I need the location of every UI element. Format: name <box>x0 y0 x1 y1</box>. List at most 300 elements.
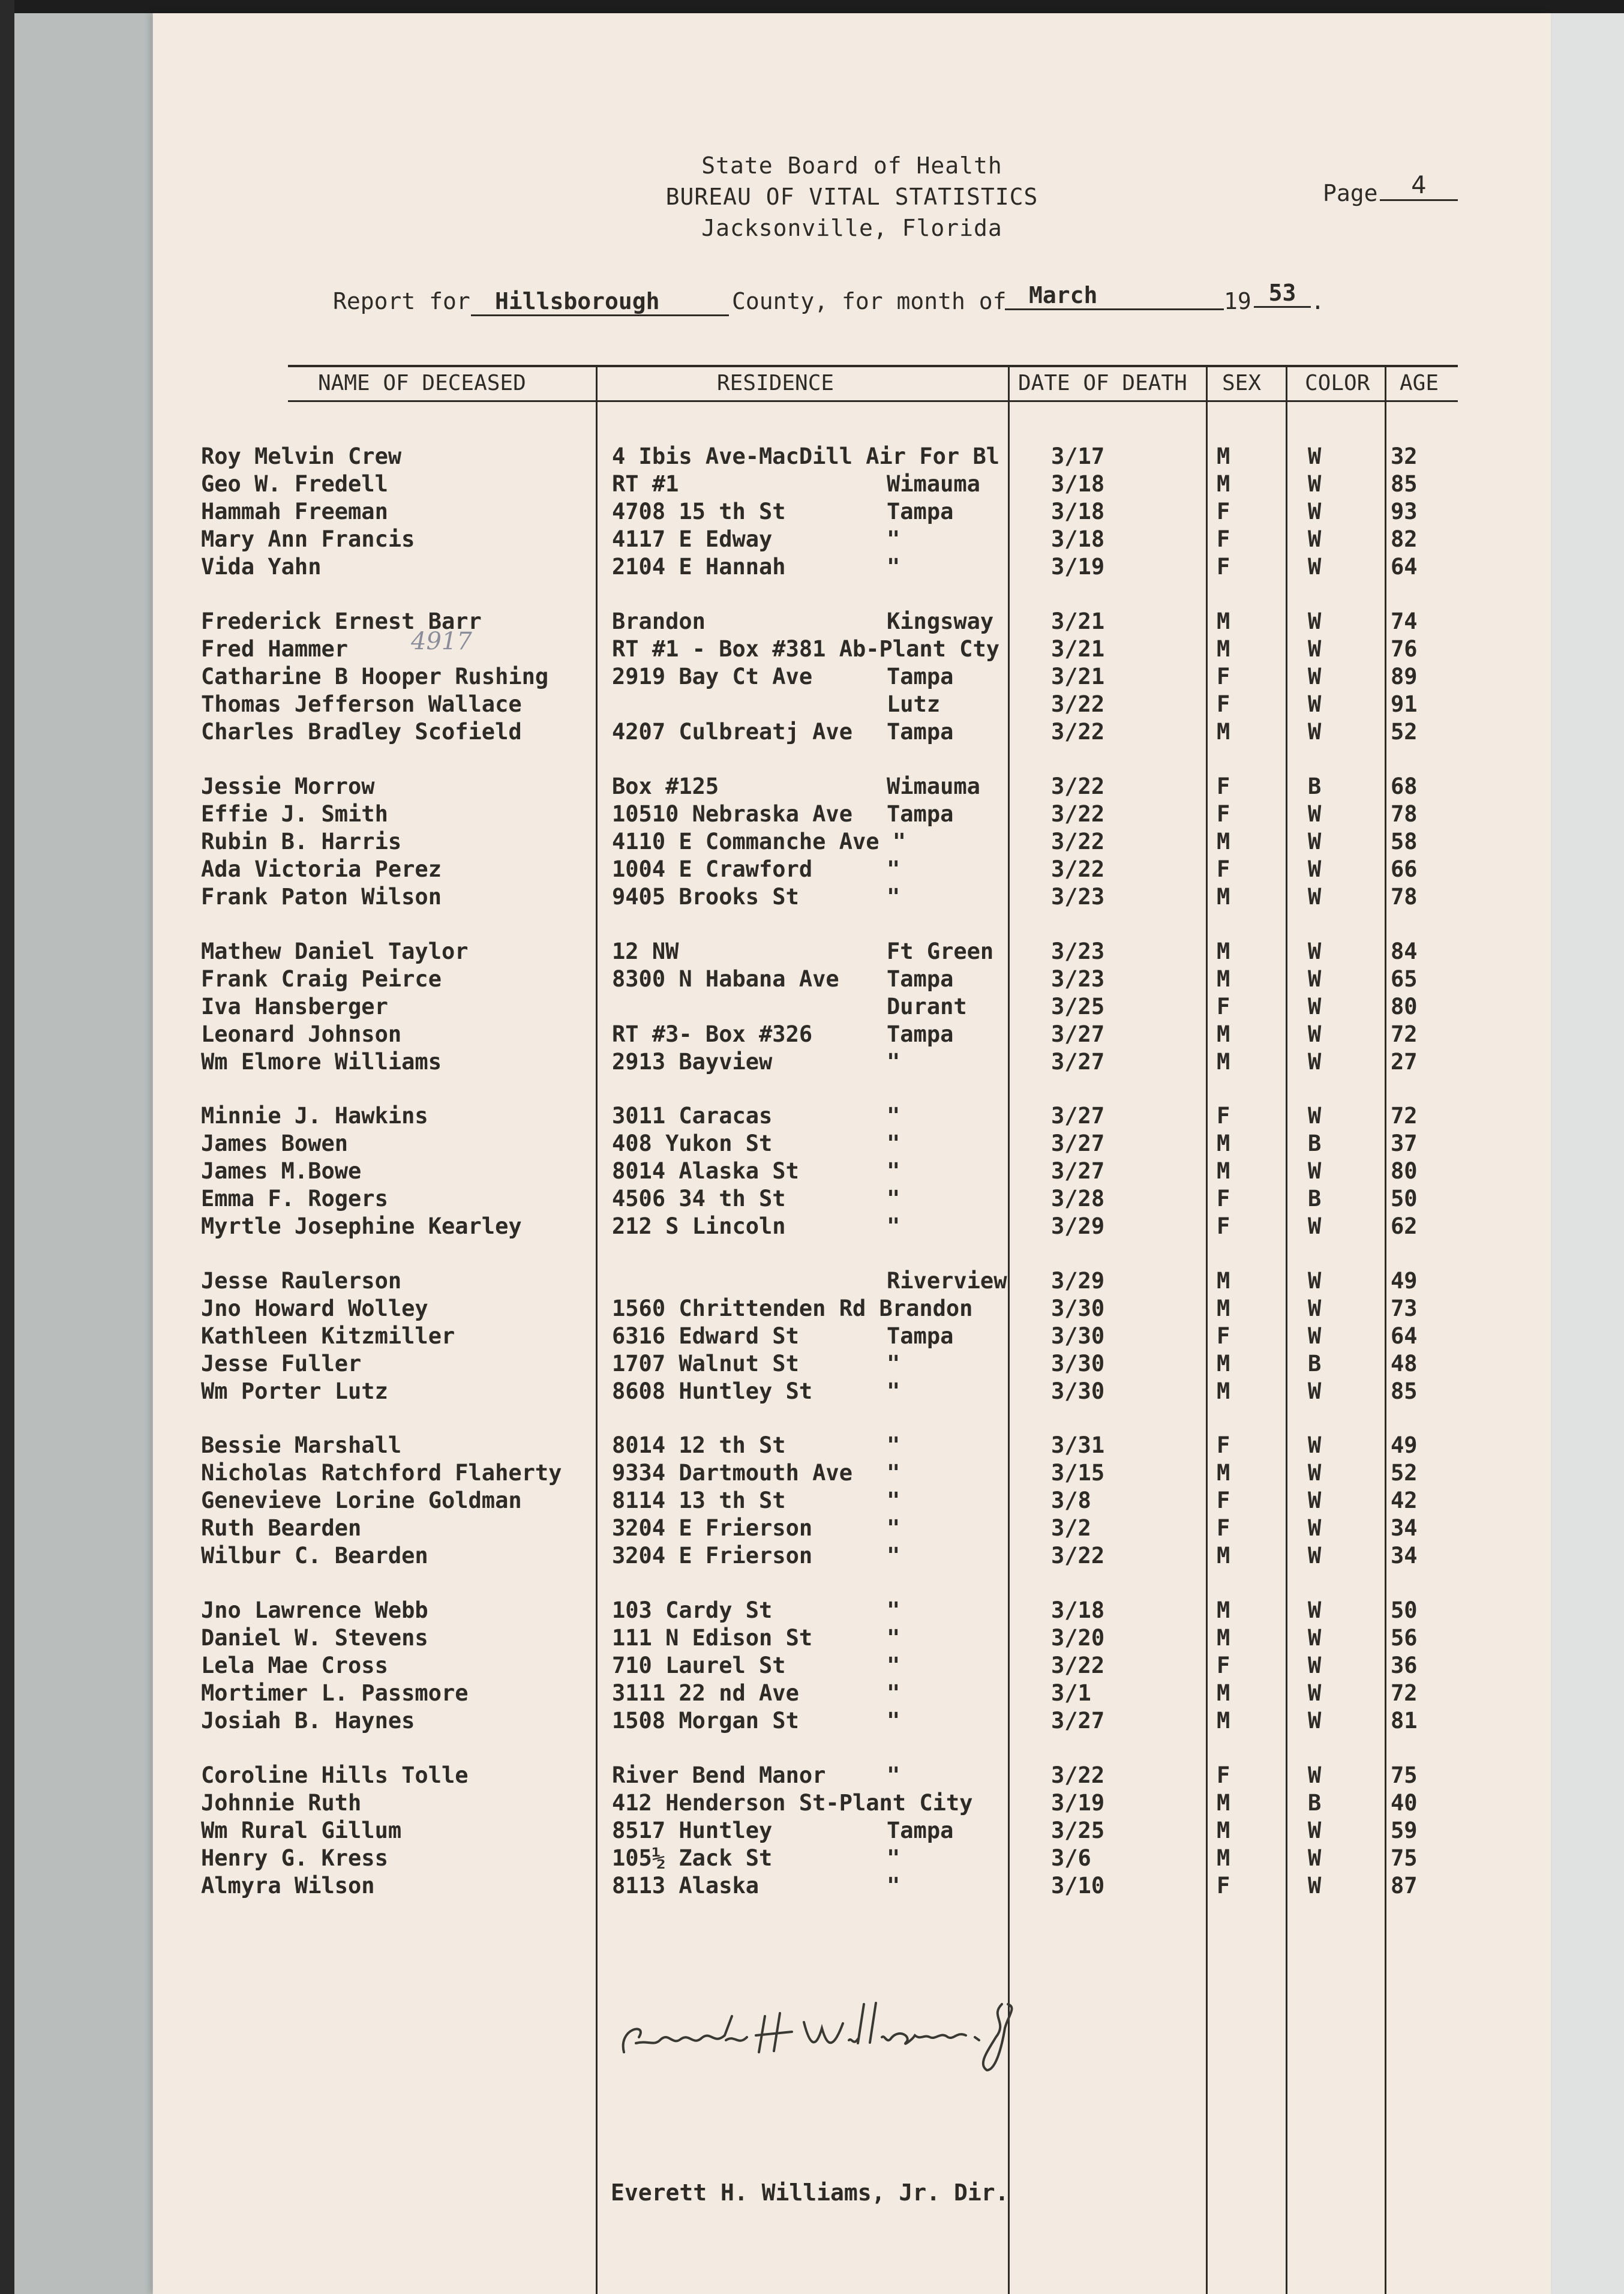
record-city: " <box>887 1625 900 1651</box>
record-name: Wilbur C. Bearden <box>201 1543 428 1569</box>
record-age: 58 <box>1391 829 1418 854</box>
record-city: " <box>887 526 900 552</box>
record-name: Myrtle Josephine Kearley <box>201 1213 522 1239</box>
record-res: 710 Laurel St <box>612 1653 786 1678</box>
record-name: Jno Lawrence Webb <box>201 1597 428 1623</box>
record-name: James M.Bowe <box>201 1158 362 1184</box>
record-date: 3/22 <box>1051 1543 1105 1569</box>
record-age: 93 <box>1391 499 1418 524</box>
record-res: 2104 E Hannah <box>612 554 786 580</box>
record-color: W <box>1308 994 1322 1019</box>
record-city: " <box>887 1213 900 1239</box>
record-age: 36 <box>1391 1653 1418 1678</box>
record-age: 81 <box>1391 1708 1418 1734</box>
record-color: W <box>1308 1653 1322 1678</box>
record-sex: M <box>1217 1158 1230 1184</box>
record-sex: F <box>1217 1103 1230 1129</box>
record-age: 89 <box>1391 664 1418 689</box>
record-res: 3111 22 nd Ave <box>612 1680 799 1706</box>
record-name: Mary Ann Francis <box>201 526 415 552</box>
scan-border-left <box>0 0 14 2294</box>
record-date: 3/1 <box>1051 1680 1091 1706</box>
record-date: 3/27 <box>1051 1103 1105 1129</box>
record-age: 85 <box>1391 1378 1418 1404</box>
record-sex: M <box>1217 966 1230 992</box>
record-res: River Bend Manor <box>612 1762 826 1788</box>
record-sex: M <box>1217 938 1230 964</box>
record-city: Tampa <box>887 1021 954 1047</box>
record-age: 72 <box>1391 1103 1418 1129</box>
record-date: 3/21 <box>1051 636 1105 662</box>
record-date: 3/19 <box>1051 554 1105 580</box>
report-period: . <box>1311 288 1325 314</box>
record-date: 3/27 <box>1051 1049 1105 1075</box>
record-date: 3/17 <box>1051 443 1105 469</box>
column-divider <box>1385 367 1386 2294</box>
record-date: 3/30 <box>1051 1351 1105 1377</box>
record-city: " <box>887 1378 900 1404</box>
record-city: Riverview <box>887 1268 1007 1294</box>
record-age: 62 <box>1391 1213 1418 1239</box>
record-color: W <box>1308 1873 1322 1899</box>
margin-note: 4917 <box>411 628 472 655</box>
record-sex: M <box>1217 1049 1230 1075</box>
record-res: 10510 Nebraska Ave <box>612 801 852 827</box>
record-res: 412 Henderson St-Plant City <box>612 1790 973 1816</box>
record-color: B <box>1308 773 1322 799</box>
record-date: 3/30 <box>1051 1323 1105 1349</box>
record-res: 408 Yukon St <box>612 1130 773 1156</box>
record-res: 9334 Dartmouth Ave <box>612 1460 852 1486</box>
record-date: 3/23 <box>1051 966 1105 992</box>
document-page <box>153 13 1551 2294</box>
record-age: 64 <box>1391 554 1418 580</box>
report-year: 53 <box>1254 280 1311 308</box>
record-age: 78 <box>1391 884 1418 910</box>
record-name: Frank Paton Wilson <box>201 884 442 910</box>
record-age: 66 <box>1391 856 1418 882</box>
record-res: RT #1 - Box #381 Ab-Plant Cty <box>612 636 1000 662</box>
record-date: 3/23 <box>1051 884 1105 910</box>
record-age: 56 <box>1391 1625 1418 1651</box>
record-res: 8300 N Habana Ave <box>612 966 839 992</box>
header-line-3: Jacksonville, Florida <box>701 215 1002 241</box>
record-color: W <box>1308 1680 1322 1706</box>
record-date: 3/25 <box>1051 994 1105 1019</box>
table-top-rule <box>288 365 1458 367</box>
record-age: 32 <box>1391 443 1418 469</box>
record-res: 4708 15 th St <box>612 499 786 524</box>
record-res: 3011 Caracas <box>612 1103 773 1129</box>
record-age: 84 <box>1391 938 1418 964</box>
record-color: W <box>1308 884 1322 910</box>
record-sex: M <box>1217 1790 1230 1816</box>
record-date: 3/2 <box>1051 1515 1091 1541</box>
record-date: 3/22 <box>1051 773 1105 799</box>
record-age: 68 <box>1391 773 1418 799</box>
record-name: Emma F. Rogers <box>201 1186 388 1212</box>
record-city: Tampa <box>887 801 954 827</box>
report-county: Hillsborough <box>471 288 729 316</box>
record-name: Mortimer L. Passmore <box>201 1680 469 1706</box>
record-date: 3/29 <box>1051 1268 1105 1294</box>
record-age: 65 <box>1391 966 1418 992</box>
record-sex: F <box>1217 1515 1230 1541</box>
record-color: W <box>1308 608 1322 634</box>
record-date: 3/31 <box>1051 1432 1105 1458</box>
record-name: Johnnie Ruth <box>201 1790 362 1816</box>
record-color: B <box>1308 1130 1322 1156</box>
record-res: 111 N Edison St <box>612 1625 813 1651</box>
record-city: " <box>887 1158 900 1184</box>
record-name: James Bowen <box>201 1130 349 1156</box>
record-sex: F <box>1217 801 1230 827</box>
record-city: " <box>887 1543 900 1569</box>
record-name: Lela Mae Cross <box>201 1653 388 1678</box>
record-name: Effie J. Smith <box>201 801 388 827</box>
record-city: " <box>887 1597 900 1623</box>
record-name: Kathleen Kitzmiller <box>201 1323 455 1349</box>
record-sex: M <box>1217 1268 1230 1294</box>
record-name: Leonard Johnson <box>201 1021 402 1047</box>
record-res: 12 NW <box>612 938 679 964</box>
record-res: 8114 13 th St <box>612 1488 786 1513</box>
record-date: 3/27 <box>1051 1708 1105 1734</box>
record-sex: F <box>1217 1762 1230 1788</box>
record-name: Jesse Fuller <box>201 1351 362 1377</box>
record-city: Lutz <box>887 691 941 717</box>
record-name: Daniel W. Stevens <box>201 1625 428 1651</box>
record-age: 50 <box>1391 1186 1418 1212</box>
report-middle: County, for month of <box>732 288 1007 314</box>
record-city: " <box>887 1186 900 1212</box>
record-color: W <box>1308 1818 1322 1843</box>
table-header-rule <box>288 400 1458 402</box>
record-age: 59 <box>1391 1818 1418 1843</box>
record-sex: F <box>1217 526 1230 552</box>
record-date: 3/22 <box>1051 1653 1105 1678</box>
record-date: 3/8 <box>1051 1488 1091 1513</box>
record-res: 4117 E Edway <box>612 526 773 552</box>
record-res: 3204 E Frierson <box>612 1515 813 1541</box>
director-name: Everett H. Williams, Jr. Dir. <box>611 2179 1009 2206</box>
record-res: 4 Ibis Ave-MacDill Air For Bl <box>612 443 1000 469</box>
record-sex: F <box>1217 499 1230 524</box>
record-name: Frederick Ernest Barr <box>201 608 482 634</box>
record-date: 3/18 <box>1051 526 1105 552</box>
record-sex: F <box>1217 994 1230 1019</box>
record-city: " <box>887 1432 900 1458</box>
record-city: Tampa <box>887 1818 954 1843</box>
record-color: W <box>1308 1432 1322 1458</box>
record-color: W <box>1308 554 1322 580</box>
record-date: 3/25 <box>1051 1818 1105 1843</box>
record-color: W <box>1308 801 1322 827</box>
record-date: 3/30 <box>1051 1296 1105 1321</box>
record-name: Josiah B. Haynes <box>201 1708 415 1734</box>
record-name: Catharine B Hooper Rushing <box>201 664 549 689</box>
record-color: W <box>1308 1762 1322 1788</box>
record-age: 87 <box>1391 1873 1418 1899</box>
record-sex: M <box>1217 471 1230 497</box>
record-sex: M <box>1217 608 1230 634</box>
record-date: 3/22 <box>1051 719 1105 745</box>
record-sex: F <box>1217 1323 1230 1349</box>
record-date: 3/27 <box>1051 1130 1105 1156</box>
record-color: W <box>1308 1708 1322 1734</box>
record-res: 4110 E Commanche Ave " <box>612 829 906 854</box>
record-name: Fred Hammer <box>201 636 349 662</box>
record-sex: F <box>1217 1432 1230 1458</box>
record-name: Geo W. Fredell <box>201 471 388 497</box>
record-age: 48 <box>1391 1351 1418 1377</box>
record-sex: M <box>1217 1543 1230 1569</box>
record-city: " <box>887 1845 900 1871</box>
record-color: W <box>1308 636 1322 662</box>
record-city: Wimauma <box>887 471 980 497</box>
record-city: " <box>887 1460 900 1486</box>
record-city: " <box>887 1653 900 1678</box>
record-age: 42 <box>1391 1488 1418 1513</box>
record-res: 9405 Brooks St <box>612 884 799 910</box>
record-age: 85 <box>1391 471 1418 497</box>
record-city: " <box>887 1488 900 1513</box>
column-header-color: COLOR <box>1305 371 1370 395</box>
record-res: 103 Cardy St <box>612 1597 773 1623</box>
record-sex: M <box>1217 1021 1230 1047</box>
record-name: Thomas Jefferson Wallace <box>201 691 522 717</box>
record-city: Ft Green <box>887 938 994 964</box>
record-date: 3/29 <box>1051 1213 1105 1239</box>
record-name: Wm Elmore Williams <box>201 1049 442 1075</box>
record-date: 3/21 <box>1051 608 1105 634</box>
record-city: " <box>887 1708 900 1734</box>
record-name: Ruth Bearden <box>201 1515 362 1541</box>
record-age: 50 <box>1391 1597 1418 1623</box>
record-age: 52 <box>1391 1460 1418 1486</box>
record-age: 72 <box>1391 1021 1418 1047</box>
record-sex: M <box>1217 1130 1230 1156</box>
record-date: 3/27 <box>1051 1021 1105 1047</box>
record-name: Henry G. Kress <box>201 1845 388 1871</box>
record-name: Coroline Hills Tolle <box>201 1762 469 1788</box>
record-name: Jessie Morrow <box>201 773 375 799</box>
record-name: Bessie Marshall <box>201 1432 402 1458</box>
record-city: " <box>887 1515 900 1541</box>
record-color: W <box>1308 691 1322 717</box>
record-age: 74 <box>1391 608 1418 634</box>
record-color: W <box>1308 938 1322 964</box>
record-color: W <box>1308 1543 1322 1569</box>
record-age: 91 <box>1391 691 1418 717</box>
column-header-sex: SEX <box>1222 371 1262 395</box>
record-sex: F <box>1217 554 1230 580</box>
record-sex: M <box>1217 884 1230 910</box>
record-res: 6316 Edward St <box>612 1323 799 1349</box>
record-res: 105½ Zack St <box>612 1845 773 1871</box>
signature <box>612 1980 1032 2088</box>
scan-background-left <box>14 13 152 2294</box>
record-age: 64 <box>1391 1323 1418 1349</box>
record-date: 3/19 <box>1051 1790 1105 1816</box>
record-date: 3/18 <box>1051 471 1105 497</box>
record-city: Tampa <box>887 1323 954 1349</box>
column-header-name: NAME OF DECEASED <box>318 371 526 395</box>
record-age: 27 <box>1391 1049 1418 1075</box>
scan-background-right <box>1551 13 1624 2294</box>
record-date: 3/27 <box>1051 1158 1105 1184</box>
record-date: 3/6 <box>1051 1845 1091 1871</box>
record-color: W <box>1308 471 1322 497</box>
record-city: " <box>887 1680 900 1706</box>
record-sex: M <box>1217 829 1230 854</box>
record-name: Vida Yahn <box>201 554 322 580</box>
report-month: March <box>1005 282 1224 310</box>
column-divider <box>1286 367 1287 2294</box>
record-sex: F <box>1217 1653 1230 1678</box>
record-sex: M <box>1217 443 1230 469</box>
record-res: 8517 Huntley <box>612 1818 773 1843</box>
record-sex: M <box>1217 1818 1230 1843</box>
record-name: Wm Porter Lutz <box>201 1378 388 1404</box>
record-city: " <box>887 1049 900 1075</box>
column-header-residence: RESIDENCE <box>717 371 834 395</box>
record-age: 82 <box>1391 526 1418 552</box>
report-year-prefix: 19 <box>1224 288 1251 314</box>
record-age: 80 <box>1391 994 1418 1019</box>
header-line-2: BUREAU OF VITAL STATISTICS <box>665 184 1038 210</box>
record-age: 80 <box>1391 1158 1418 1184</box>
record-name: Hammah Freeman <box>201 499 388 524</box>
record-res: 4506 34 th St <box>612 1186 786 1212</box>
record-city: Tampa <box>887 499 954 524</box>
record-name: Roy Melvin Crew <box>201 443 402 469</box>
column-divider <box>596 367 598 2294</box>
record-sex: M <box>1217 636 1230 662</box>
record-name: Minnie J. Hawkins <box>201 1103 428 1129</box>
record-sex: F <box>1217 773 1230 799</box>
record-res: 8608 Huntley St <box>612 1378 813 1404</box>
page-label: Page <box>1323 180 1378 206</box>
record-city: " <box>887 884 900 910</box>
record-sex: M <box>1217 1625 1230 1651</box>
record-name: Genevieve Lorine Goldman <box>201 1488 522 1513</box>
record-date: 3/10 <box>1051 1873 1105 1899</box>
record-color: W <box>1308 1488 1322 1513</box>
record-date: 3/18 <box>1051 1597 1105 1623</box>
record-sex: M <box>1217 719 1230 745</box>
record-name: Nicholas Ratchford Flaherty <box>201 1460 562 1486</box>
record-res: RT #3- Box #326 <box>612 1021 813 1047</box>
record-age: 49 <box>1391 1268 1418 1294</box>
record-color: W <box>1308 1460 1322 1486</box>
record-name: Iva Hansberger <box>201 994 388 1019</box>
record-name: Mathew Daniel Taylor <box>201 938 469 964</box>
record-color: W <box>1308 1213 1322 1239</box>
record-color: W <box>1308 1268 1322 1294</box>
record-name: Jesse Raulerson <box>201 1268 402 1294</box>
record-date: 3/21 <box>1051 664 1105 689</box>
record-color: W <box>1308 1049 1322 1075</box>
record-date: 3/20 <box>1051 1625 1105 1651</box>
record-date: 3/23 <box>1051 938 1105 964</box>
record-color: W <box>1308 1021 1322 1047</box>
record-res: 8014 Alaska St <box>612 1158 799 1184</box>
record-res: 4207 Culbreatj Ave <box>612 719 852 745</box>
record-name: Jno Howard Wolley <box>201 1296 428 1321</box>
record-color: W <box>1308 1103 1322 1129</box>
record-date: 3/30 <box>1051 1378 1105 1404</box>
record-date: 3/22 <box>1051 829 1105 854</box>
record-age: 40 <box>1391 1790 1418 1816</box>
record-city: Kingsway <box>887 608 994 634</box>
record-res: 1004 E Crawford <box>612 856 813 882</box>
report-prefix: Report for <box>333 288 470 314</box>
record-res: 1707 Walnut St <box>612 1351 799 1377</box>
record-color: W <box>1308 719 1322 745</box>
record-color: W <box>1308 526 1322 552</box>
record-city: " <box>887 1130 900 1156</box>
record-date: 3/15 <box>1051 1460 1105 1486</box>
record-name: Almyra Wilson <box>201 1873 375 1899</box>
column-header-age: AGE <box>1400 371 1439 395</box>
record-age: 34 <box>1391 1543 1418 1569</box>
record-color: W <box>1308 1845 1322 1871</box>
record-age: 37 <box>1391 1130 1418 1156</box>
record-color: W <box>1308 829 1322 854</box>
record-sex: F <box>1217 1488 1230 1513</box>
scan-border-top <box>0 0 1624 13</box>
column-divider <box>1206 367 1208 2294</box>
record-color: B <box>1308 1790 1322 1816</box>
record-res: 1508 Morgan St <box>612 1708 799 1734</box>
record-sex: F <box>1217 691 1230 717</box>
record-color: W <box>1308 1296 1322 1321</box>
record-name: Frank Craig Peirce <box>201 966 442 992</box>
record-sex: M <box>1217 1680 1230 1706</box>
record-color: W <box>1308 966 1322 992</box>
record-name: Wm Rural Gillum <box>201 1818 402 1843</box>
record-sex: M <box>1217 1460 1230 1486</box>
header-line-1: State Board of Health <box>701 152 1002 179</box>
record-city: " <box>887 1351 900 1377</box>
record-res: 8014 12 th St <box>612 1432 786 1458</box>
record-sex: F <box>1217 856 1230 882</box>
record-city: " <box>887 856 900 882</box>
record-name: Ada Victoria Perez <box>201 856 442 882</box>
record-color: W <box>1308 1378 1322 1404</box>
record-age: 52 <box>1391 719 1418 745</box>
record-city: Tampa <box>887 664 954 689</box>
record-age: 75 <box>1391 1762 1418 1788</box>
record-res: Box #125 <box>612 773 719 799</box>
record-sex: F <box>1217 664 1230 689</box>
record-sex: M <box>1217 1597 1230 1623</box>
record-res: 8113 Alaska <box>612 1873 760 1899</box>
record-sex: F <box>1217 1213 1230 1239</box>
record-color: B <box>1308 1186 1322 1212</box>
record-color: W <box>1308 499 1322 524</box>
record-city: " <box>887 554 900 580</box>
record-date: 3/22 <box>1051 1762 1105 1788</box>
record-color: W <box>1308 1625 1322 1651</box>
record-sex: M <box>1217 1845 1230 1871</box>
record-res: 2919 Bay Ct Ave <box>612 664 813 689</box>
record-res: RT #1 <box>612 471 679 497</box>
record-sex: M <box>1217 1708 1230 1734</box>
record-date: 3/22 <box>1051 691 1105 717</box>
record-city: " <box>887 1103 900 1129</box>
